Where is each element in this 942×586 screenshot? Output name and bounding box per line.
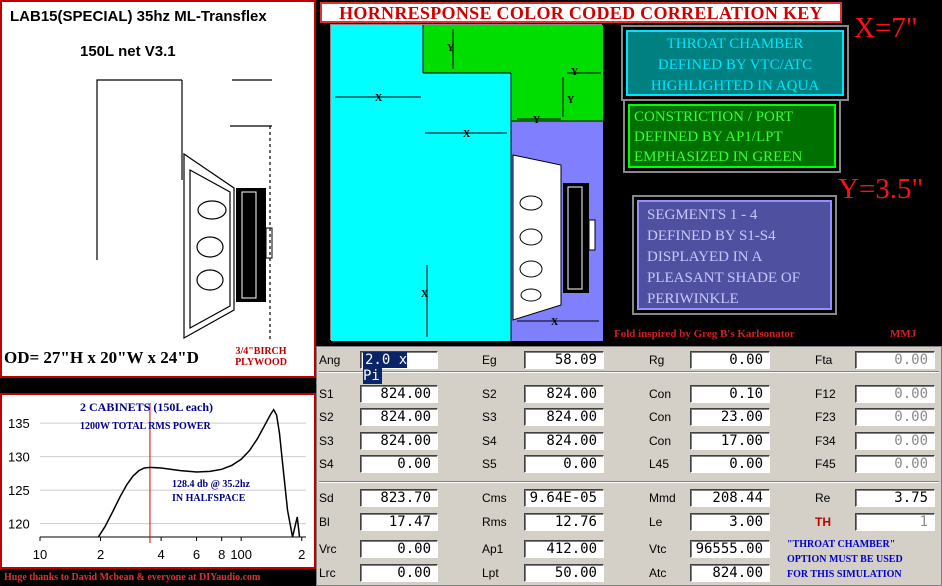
throat-chamber-note [787,537,903,582]
material-line-1: 3/4"BIRCH [235,346,287,357]
param-field-eg[interactable]: 58.09 [524,351,604,369]
param-label-th: TH [815,515,831,529]
key-seg-line-3: DISPLAYED IN A [647,249,763,265]
material-line-2: PLYWOOD [235,357,287,368]
x-tick-label: 10 [32,547,48,562]
outer-dimensions: OD= 27"H x 20"W x 24"D [4,348,199,367]
param-field-f45[interactable]: 0.00 [855,455,935,473]
param-label-s1: S1 [319,387,334,401]
param-label-s2: S2 [482,387,497,401]
param-label-atc: Atc [649,566,667,580]
param-label-vtc: Vtc [649,542,667,556]
param-label-le: Le [649,515,663,529]
dim-label-y4: Y [533,115,541,126]
param-label-con: Con [649,387,672,401]
param-label-s3: S3 [482,410,497,424]
param-field-th[interactable]: 1 [855,513,935,531]
param-label-rg: Rg [649,353,665,367]
param-field-f12[interactable]: 0.00 [855,385,935,403]
key-seg-line-2: DEFINED BY S1-S4 [647,228,776,244]
key-port-line-2: DEFINED BY AP1/LPT [634,129,783,145]
param-field-ap1[interactable]: 412.00 [524,540,604,558]
port-region-right [511,73,603,121]
param-label-rms: Rms [482,515,507,529]
key-seg-line-4: PLEASANT SHADE OF [647,270,801,286]
dim-label-x3: X [421,289,429,300]
param-label-s2: S2 [319,410,334,424]
credits-footer: Huge thanks to David Mcbean & everyone at DIYaudio.com [4,572,261,583]
param-field-vtc[interactable]: 96555.00 [690,540,770,558]
param-label-bl: Bl [319,515,330,529]
spl-note [172,478,250,506]
param-field-s2[interactable]: 824.00 [360,408,438,426]
y-tick-label: 135 [8,416,30,432]
param-field-ang[interactable] [360,351,438,384]
dim-label-y2: Y [567,95,575,106]
param-field-s3[interactable]: 824.00 [524,408,604,426]
param-field-s1[interactable]: 824.00 [360,385,438,403]
param-label-mmd: Mmd [649,491,676,505]
key-throat-line-1: THROAT CHAMBER [666,36,804,52]
y-dimension-value: Y=3.5" [838,173,924,205]
param-label-f45: F45 [815,457,836,471]
cabinets-note: 2 CABINETS (150L each) [80,400,214,414]
th-note-line-3: FOR THIS SIMULATION [787,569,902,580]
material-note [230,346,292,368]
param-field-lpt[interactable]: 50.00 [524,564,604,582]
key-port [628,104,836,168]
fold-diagram-graphic [331,25,603,341]
param-label-ang: Ang [319,353,341,367]
param-label-con: Con [649,434,672,448]
parameter-panel [316,346,942,586]
th-note-line-2: OPTION MUST BE USED [787,554,903,565]
param-label-s4: S4 [319,457,334,471]
param-field-rms[interactable]: 12.76 [524,513,604,531]
param-field-s4[interactable]: 824.00 [524,432,604,450]
param-label-con: Con [649,410,672,424]
param-label-l45: L45 [649,457,670,471]
spl-note-line-1: 128.4 db @ 35.2hz [172,479,250,490]
x-tick-label: 100 [230,547,253,562]
param-field-cms[interactable]: 9.64E-05 [524,489,604,507]
fold-diagram [330,24,602,340]
y-tick-label: 120 [8,516,30,532]
th-note-line-1: "THROAT CHAMBER" [787,539,896,550]
param-field-f23[interactable]: 0.00 [855,408,935,426]
param-field-mmd[interactable]: 208.44 [690,489,770,507]
dim-label-x1: X [375,93,383,104]
param-label-s4: S4 [482,434,497,448]
cabinet-title: LAB15(SPECIAL) 35hz ML-Transflex [10,8,267,25]
dim-label-x4: X [551,317,559,328]
key-throat-line-3: HIGHLIGHTED IN AQUA [650,78,820,94]
param-field-le[interactable]: 3.00 [690,513,770,531]
param-field-s3[interactable]: 824.00 [360,432,438,450]
spl-note-line-2: IN HALFSPACE [172,493,246,504]
separator [319,371,939,373]
power-note: 1200W TOTAL RMS POWER [80,421,211,432]
throat-region-left [331,25,423,341]
dim-label-y3: Y [571,67,579,78]
cabinet-sketch [2,60,314,348]
x-tick-label: 6 [192,547,201,562]
x-dimension-value: X=7" [854,12,918,44]
key-seg-line-1: SEGMENTS 1 - 4 [647,207,758,223]
param-label-f23: F23 [815,410,836,424]
param-field-con[interactable]: 0.10 [690,385,770,403]
key-port-line-1: CONSTRICTION / PORT [634,109,794,125]
param-label-lrc: Lrc [319,566,336,580]
param-label-re: Re [815,491,831,505]
param-field-vrc[interactable]: 0.00 [360,540,438,558]
param-value-selected: 2.0 x Pi [363,352,408,384]
param-label-f34: F34 [815,434,836,448]
throat-region-mid [423,73,511,341]
param-label-vrc: Vrc [319,542,337,556]
param-label-ap1: Ap1 [482,542,504,556]
author-initials: MMJ [890,328,917,340]
key-seg-line-5: PERIWINKLE [647,291,739,307]
param-label-f12: F12 [815,387,836,401]
key-port-line-3: EMPHASIZED IN GREEN [634,149,803,165]
param-field-con[interactable]: 23.00 [690,408,770,426]
param-field-atc[interactable]: 824.00 [690,564,770,582]
key-throat-line-2: DEFINED BY VTC/ATC [657,57,813,73]
param-label-fta: Fta [815,353,833,367]
dim-label-x2: X [463,129,471,140]
param-label-lpt: Lpt [482,566,499,580]
param-field-bl[interactable]: 17.47 [360,513,438,531]
param-label-s3: S3 [319,434,334,448]
separator [319,481,939,483]
param-field-sd[interactable]: 823.70 [360,489,438,507]
key-throat-chamber [626,30,844,96]
x-tick-label: 8 [218,547,226,562]
cabinet-subtitle: 150L net V3.1 [80,43,176,60]
param-field-rg[interactable]: 0.00 [690,351,770,369]
dim-label-y1: Y [447,43,455,54]
x-tick-label: 2 [298,547,306,562]
y-tick-label: 125 [8,483,30,499]
x-tick-label: 4 [157,547,165,562]
param-field-s2[interactable]: 824.00 [524,385,604,403]
param-label-eg: Eg [482,353,497,367]
param-field-s4[interactable]: 0.00 [360,455,438,473]
param-field-s5[interactable]: 0.00 [524,455,604,473]
key-title: HORNRESPONSE COLOR CODED CORRELATION KEY [320,2,842,23]
param-label-sd: Sd [319,491,334,505]
param-field-fta[interactable]: 0.00 [855,351,935,369]
param-field-l45[interactable]: 0.00 [690,455,770,473]
param-field-re[interactable]: 3.75 [855,489,935,507]
param-field-lrc[interactable]: 0.00 [360,564,438,582]
fold-credit: Fold inspired by Greg B's Karlsonator [614,328,795,340]
key-segments [637,200,832,310]
param-label-s5: S5 [482,457,497,471]
param-field-f34[interactable]: 0.00 [855,432,935,450]
x-tick-label: 2 [96,547,105,562]
param-label-cms: Cms [482,491,507,505]
param-field-con[interactable]: 17.00 [690,432,770,450]
y-tick-label: 130 [8,449,30,465]
